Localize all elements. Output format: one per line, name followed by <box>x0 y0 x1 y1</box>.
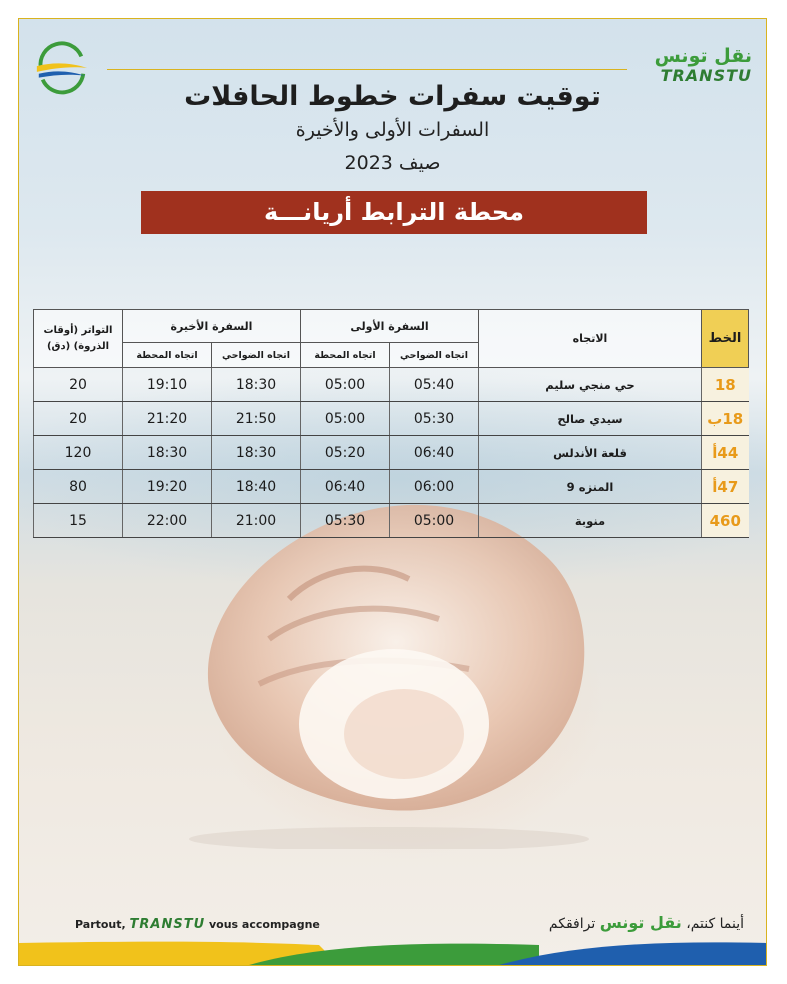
direction-name: حي منجي سليم <box>479 368 702 402</box>
first-to-suburbs-time: 06:40 <box>390 436 479 470</box>
slogan-ar-suffix: ترافقكم <box>548 916 596 932</box>
header-rule <box>107 69 627 70</box>
header-first-trip: السفرة الأولى <box>301 310 479 343</box>
header-first-to-station: اتجاه المحطة <box>301 343 390 368</box>
last-to-station-time: 21:20 <box>123 402 212 436</box>
poster-frame <box>18 18 767 966</box>
frequency-minutes: 20 <box>34 368 123 402</box>
page-subtitle: السفرات الأولى والأخيرة <box>295 119 490 141</box>
slogan-arabic <box>549 913 744 932</box>
header-last-to-station: اتجاه المحطة <box>123 343 212 368</box>
first-to-station-time: 05:20 <box>301 436 390 470</box>
line-number: 18 <box>702 368 749 402</box>
first-to-station-time: 06:40 <box>301 470 390 504</box>
table-row <box>34 436 749 470</box>
last-to-station-time: 19:10 <box>123 368 212 402</box>
first-to-suburbs-time: 05:40 <box>390 368 479 402</box>
header-line: الخط <box>702 310 749 368</box>
slogan-fr-prefix: Partout, <box>75 918 126 931</box>
season-label: صيف 2023 <box>344 152 441 174</box>
station-banner: محطة الترابط أريانـــة <box>141 191 647 234</box>
table-row <box>34 504 749 538</box>
direction-name: سيدي صالح <box>479 402 702 436</box>
line-number: 47أ <box>702 470 749 504</box>
slogan-ar-prefix: أينما كنتم، <box>686 916 744 932</box>
first-to-suburbs-time: 06:00 <box>390 470 479 504</box>
frequency-minutes: 20 <box>34 402 123 436</box>
line-number: 460 <box>702 504 749 538</box>
slogan-ar-brand: نقل تونس <box>599 913 682 932</box>
brand-name-latin: TRANSTU <box>660 66 752 85</box>
first-to-station-time: 05:30 <box>301 504 390 538</box>
table-row <box>34 368 749 402</box>
header-last-to-suburbs: اتجاه الضواحي <box>212 343 301 368</box>
last-to-suburbs-time: 18:40 <box>212 470 301 504</box>
direction-name: قلعة الأندلس <box>479 436 702 470</box>
table-row <box>34 402 749 436</box>
last-to-suburbs-time: 18:30 <box>212 436 301 470</box>
transtu-brand <box>655 45 752 85</box>
header-direction: الاتجاه <box>479 310 702 368</box>
line-number: 44أ <box>702 436 749 470</box>
brand-name-arabic: نقل تونس <box>654 45 752 67</box>
first-to-suburbs-time: 05:30 <box>390 402 479 436</box>
header-first-to-suburbs: اتجاه الضواحي <box>390 343 479 368</box>
last-to-station-time: 19:20 <box>123 470 212 504</box>
direction-name: المنزه 9 <box>479 470 702 504</box>
page-title: توقيت سفرات خطوط الحافلات <box>184 81 601 112</box>
header-frequency: التواتر (أوقات الذروة) (دق) <box>34 310 123 368</box>
frequency-minutes: 80 <box>34 470 123 504</box>
last-to-suburbs-time: 18:30 <box>212 368 301 402</box>
first-to-station-time: 05:00 <box>301 368 390 402</box>
direction-name: منوبة <box>479 504 702 538</box>
frequency-minutes: 15 <box>34 504 123 538</box>
last-to-station-time: 18:30 <box>123 436 212 470</box>
slogan-fr-brand: TRANSTU <box>129 917 206 932</box>
first-to-suburbs-time: 05:00 <box>390 504 479 538</box>
first-to-station-time: 05:00 <box>301 402 390 436</box>
last-to-suburbs-time: 21:00 <box>212 504 301 538</box>
slogan-fr-suffix: vous accompagne <box>209 918 320 931</box>
slogan-french <box>75 917 320 932</box>
last-to-suburbs-time: 21:50 <box>212 402 301 436</box>
header-last-trip: السفرة الأخيرة <box>123 310 301 343</box>
table-row <box>34 470 749 504</box>
line-number: 18ب <box>702 402 749 436</box>
last-to-station-time: 22:00 <box>123 504 212 538</box>
schedule-table <box>33 309 749 538</box>
brand-color-stripes <box>19 939 767 965</box>
frequency-minutes: 120 <box>34 436 123 470</box>
